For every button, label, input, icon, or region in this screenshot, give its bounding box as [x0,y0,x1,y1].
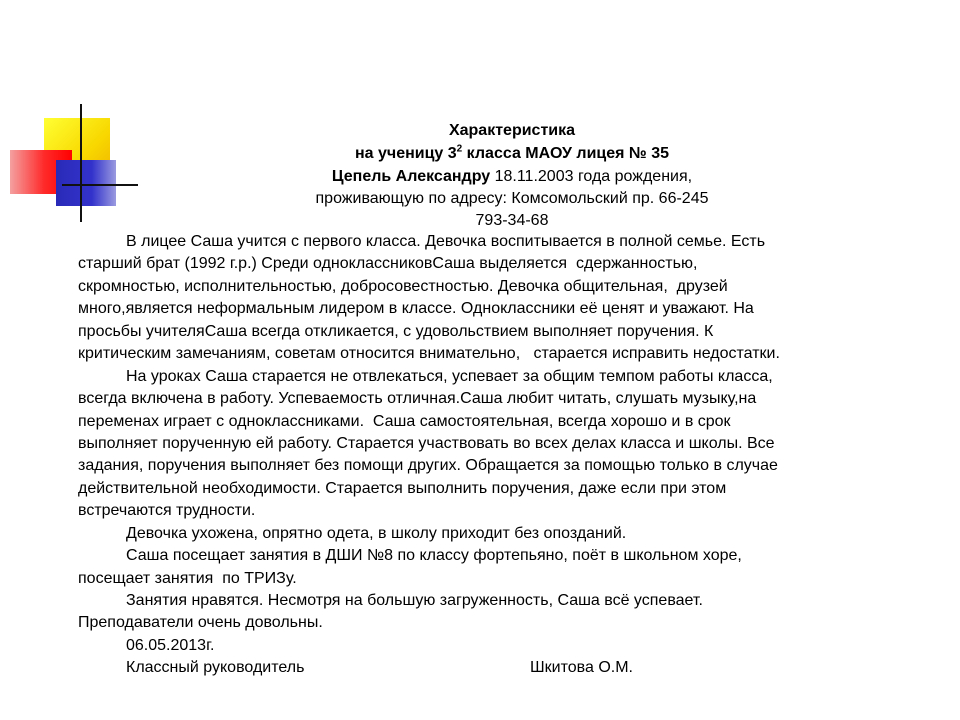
phone-line: 793-34-68 [475,212,549,229]
body-line: переменах играет с одноклассниками. Саша самостоятельная, всегда хорошо и в срок [78,412,731,430]
address-line: проживающую по адресу: Комсомольский пр. 66-245 [315,190,709,207]
document-body [78,231,918,680]
birth-info: 18.11.2003 года рождения, [490,168,693,185]
body-line: Девочка ухожена, опрятно одета, в школу приходит без опозданий. [126,524,627,542]
body-line: Преподаватели очень довольны. [78,614,323,632]
student-name-line [0,166,960,188]
body-line: встречаются трудности. [78,502,256,520]
body-line: действительной необходимости. Старается выполнить поручения, даже если при этом [78,479,727,497]
document-date: 06.05.2013г. [126,636,215,654]
student-name: Цепель Александру [331,168,491,185]
body-line: критическим замечаниям, советам относится внимательно, старается исправить недостатки. [78,345,780,363]
body-line: задания, поручения выполняет без помощи других. Обращается за помощью только в случае [78,457,778,475]
body-line: много,является неформальным лидером в классе. Одноклассники её ценят и уважают. На [78,300,754,318]
signature-name: Шкитова О.М. [530,659,633,677]
document-title: Характеристика [448,122,576,139]
class-superscript: 2 [456,143,463,155]
student-class-line [0,143,960,165]
body-line: просьбы учителяСаша всегда откликается, с удовольствием выполняет поручения. К [78,322,714,340]
body-line: старший брат (1992 г.р.) Среди одноклассниковСаша выделяется сдержанностью, [78,255,698,273]
body-line: На уроках Саша старается не отвлекаться, успевает за общим темпом работы класса, [126,367,773,385]
body-line: Занятия нравятся. Несмотря на большую загруженность, Саша всё успевает. [126,592,703,609]
class-suffix: класса МАОУ лицея № 35 [462,145,669,162]
signature-role: Классный руководитель [126,659,305,677]
body-line: Саша посещает занятия в ДШИ №8 по классу фортепьяно, поёт в школьном хоре, [126,547,742,565]
body-line: выполняет порученную ей работу. Старается участвовать во всех делах класса и школы. Все [78,434,775,452]
class-prefix: на ученицу 3 [355,145,457,162]
body-line: всегда включена в работу. Успеваемость отличная.Саша любит читать, слушать музыку,на [78,390,757,408]
signature-line [78,657,918,679]
body-line: скромностью, исполнительностью, добросовестностью. Девочка общительная, друзей [78,277,728,295]
body-line: В лицее Саша учится с первого класса. Девочка воспитывается в полной семье. Есть [126,233,766,250]
body-line: посещает занятия по ТРИЗу. [78,569,297,587]
